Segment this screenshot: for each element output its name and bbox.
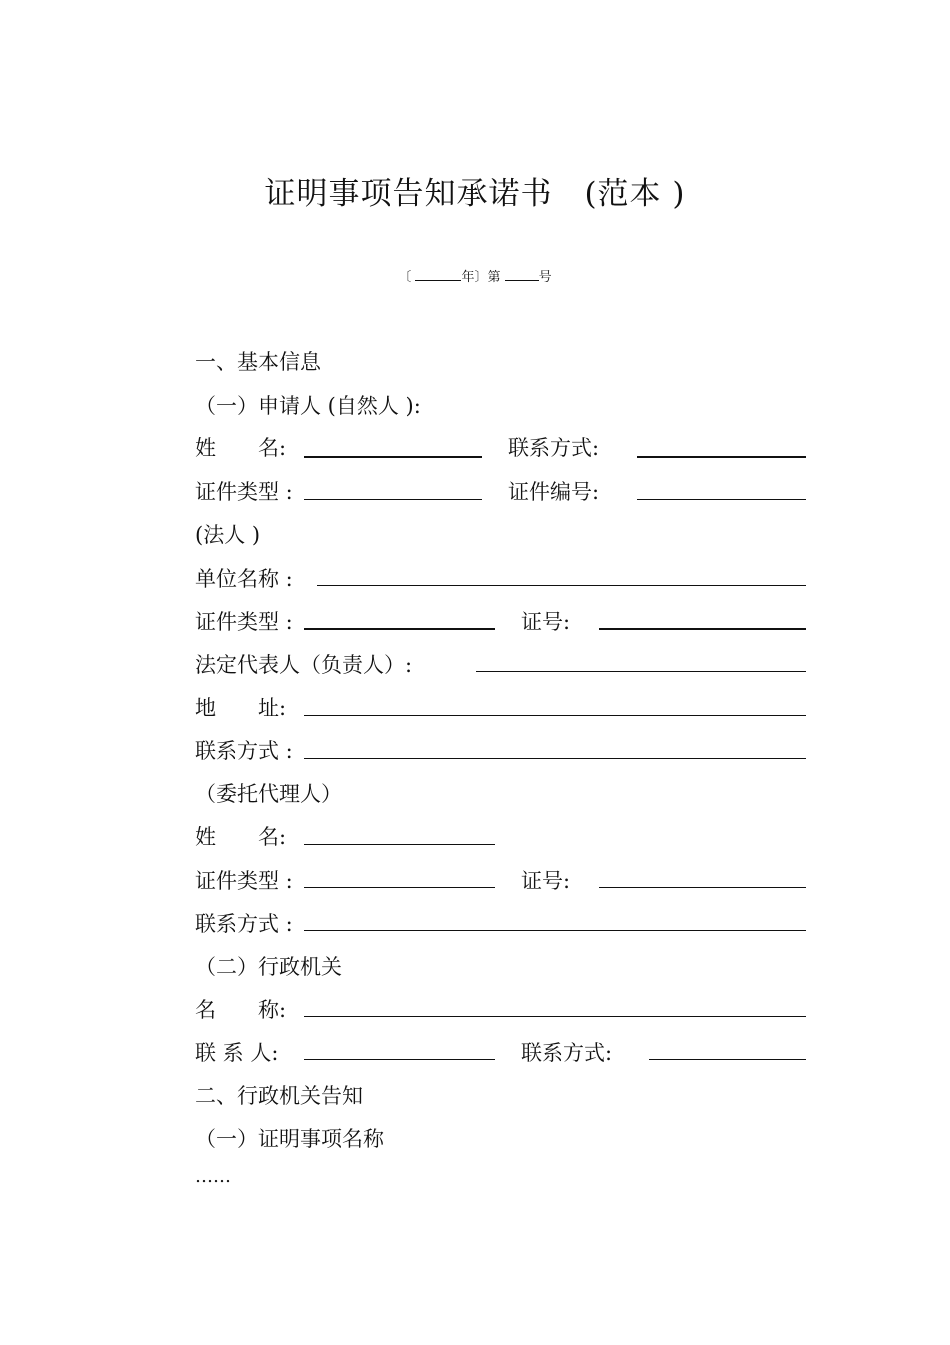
ellipsis: …… (195, 1166, 231, 1187)
natural-contact-label: 联系方式: (508, 436, 600, 460)
legal-unit-name-field[interactable] (317, 585, 806, 586)
natural-id-type-field[interactable] (304, 499, 482, 500)
agent-name-label: 姓 名: (195, 825, 287, 849)
applicant-natural-heading: （一）申请人 (自然人 ): (195, 394, 421, 418)
admin-name-label: 名 称: (195, 998, 287, 1022)
doc-number-open: 〔 (398, 270, 412, 285)
legal-unit-name-label: 单位名称 : (195, 567, 293, 591)
agent-heading: （委托代理人） (195, 782, 342, 806)
agent-contact-label: 联系方式 : (195, 912, 293, 936)
legal-address-field[interactable] (304, 715, 806, 716)
agent-id-label: 证号: (521, 869, 571, 893)
legal-id-type-field[interactable] (304, 628, 495, 630)
agent-name-field[interactable] (304, 844, 495, 845)
legal-representative-field[interactable] (476, 671, 806, 672)
year-blank[interactable] (415, 268, 461, 281)
admin-contact-field[interactable] (649, 1059, 806, 1060)
natural-name-label: 姓 名: (195, 436, 287, 460)
legal-id-field[interactable] (599, 628, 806, 630)
natural-contact-field[interactable] (637, 456, 806, 458)
agent-contact-field[interactable] (304, 930, 806, 931)
agent-id-type-field[interactable] (304, 887, 495, 888)
doc-number-number-label: 号 (538, 270, 552, 285)
item-name-heading: （一）证明事项名称 (195, 1127, 384, 1151)
page-title: 证明事项告知承诺书 (范本 ) (264, 176, 686, 212)
admin-contact-person-label: 联 系 人: (195, 1041, 279, 1065)
document-number (0, 266, 950, 285)
admin-organ-heading: （二）行政机关 (195, 955, 342, 979)
section-basic-info-heading: 一、基本信息 (195, 350, 321, 374)
admin-contact-label: 联系方式: (521, 1041, 613, 1065)
natural-id-number-label: 证件编号: (508, 480, 600, 504)
legal-id-type-label: 证件类型 : (195, 610, 293, 634)
agent-id-type-label: 证件类型 : (195, 869, 293, 893)
section-notice-heading: 二、行政机关告知 (195, 1084, 363, 1108)
admin-contact-person-field[interactable] (304, 1059, 495, 1060)
doc-number-year-label: 年〕第 (461, 270, 501, 285)
legal-contact-field[interactable] (304, 758, 806, 759)
natural-id-number-field[interactable] (637, 499, 806, 500)
agent-id-field[interactable] (599, 887, 806, 888)
legal-representative-label: 法定代表人（负责人）: (195, 653, 413, 677)
admin-name-field[interactable] (304, 1016, 806, 1017)
legal-address-label: 地 址: (195, 696, 287, 720)
natural-id-type-label: 证件类型 : (195, 480, 293, 504)
natural-name-field[interactable] (304, 456, 482, 458)
legal-contact-label: 联系方式 : (195, 739, 293, 763)
number-blank[interactable] (505, 268, 539, 281)
legal-person-heading: (法人 ) (195, 523, 261, 547)
legal-id-label: 证号: (521, 610, 571, 634)
